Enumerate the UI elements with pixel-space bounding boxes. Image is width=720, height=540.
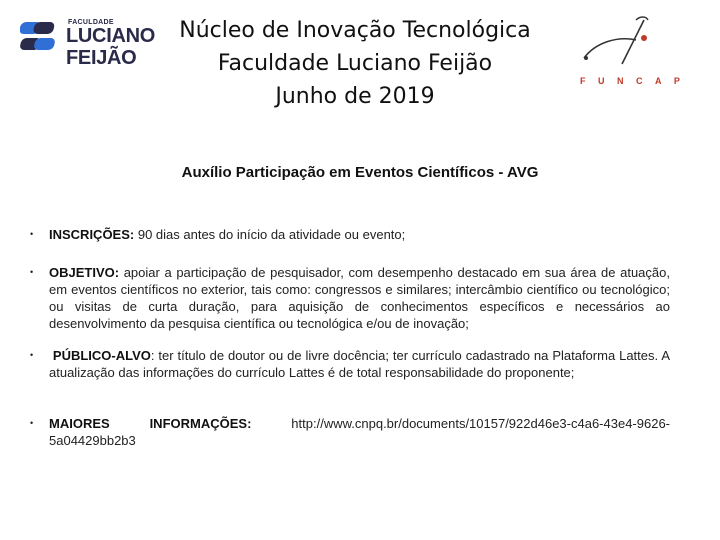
- funcap-logo: [574, 14, 684, 90]
- bullet-icon: •: [30, 418, 34, 428]
- list-item-maiores-informacoes: [30, 415, 670, 449]
- bullet-icon: •: [30, 267, 34, 277]
- list-item-text: [49, 415, 670, 432]
- list-item-text: [49, 264, 670, 332]
- list-item-body: : ter título de doutor ou de livre docência; ter currículo cadastrado na Plataforma Lattes. A atualização das informações do currículo Lattes é de total responsabilidade do proponente;: [49, 348, 670, 380]
- funcap-letter: N: [616, 76, 624, 86]
- list-item-text: [49, 226, 670, 243]
- list-item-label-part-2: INFORMAÇÕES:: [149, 416, 252, 431]
- info-link-part-1[interactable]: http://www.cnpq.br/documents/10157/922d46e3-c4a6-43e4-9626-: [291, 416, 670, 431]
- list-item-body: 90 dias antes do início da atividade ou evento;: [134, 227, 406, 242]
- funcap-letters: [580, 76, 680, 86]
- section-title: Auxílio Participação em Eventos Científicos - AVG: [181, 164, 539, 181]
- logo-prefix-text: FACULDADE: [68, 19, 114, 26]
- logo-line-luciano: LUCIANO: [66, 25, 156, 47]
- list-item-text: [49, 347, 670, 381]
- header-title: [150, 14, 560, 113]
- list-item-label-part-1: MAIORES: [49, 416, 110, 431]
- luciano-feijao-logo: [20, 14, 165, 70]
- logo-line-feijao: FEIJÃO: [66, 47, 137, 69]
- bullet-icon: •: [30, 350, 34, 360]
- bullet-icon: •: [30, 229, 34, 239]
- header-title-line-1: Núcleo de Inovação Tecnológica: [179, 18, 531, 43]
- funcap-letter: U: [597, 76, 605, 86]
- funcap-letter: F: [580, 76, 586, 86]
- list-item-label: OBJETIVO:: [49, 265, 120, 280]
- info-link-part-2[interactable]: 5a04429bb2b3: [49, 433, 136, 448]
- header-title-line-2: Faculdade Luciano Feijão: [217, 51, 493, 76]
- funcap-letter: P: [673, 76, 680, 86]
- header-title-line-3: Junho de 2019: [275, 84, 435, 109]
- list-item-body: apoiar a participação de pesquisador, com desempenho destacado em sua área de atuação, em eventos científicos no exterior, tais como: congressos e similares; intercâmbio científico ou tecnológico; ou visitas de curta duração, para aquisição de conhecimentos específicos e necessários ao desenvolvimento da pesquisa científica ou tecnológica e/ou de inovação;: [49, 265, 670, 331]
- funcap-letter: C: [635, 76, 643, 86]
- list-item-objetivo: [30, 264, 670, 332]
- list-item-publico-alvo: [30, 347, 670, 381]
- luciano-feijao-emblem-icon: [20, 18, 64, 62]
- list-item-label: INSCRIÇÕES:: [49, 227, 135, 242]
- list-item-inscricoes: [30, 226, 670, 243]
- funcap-emblem-icon: [574, 14, 684, 74]
- funcap-letter: A: [654, 76, 662, 86]
- list-item-label: PÚBLICO-ALVO: [52, 348, 151, 363]
